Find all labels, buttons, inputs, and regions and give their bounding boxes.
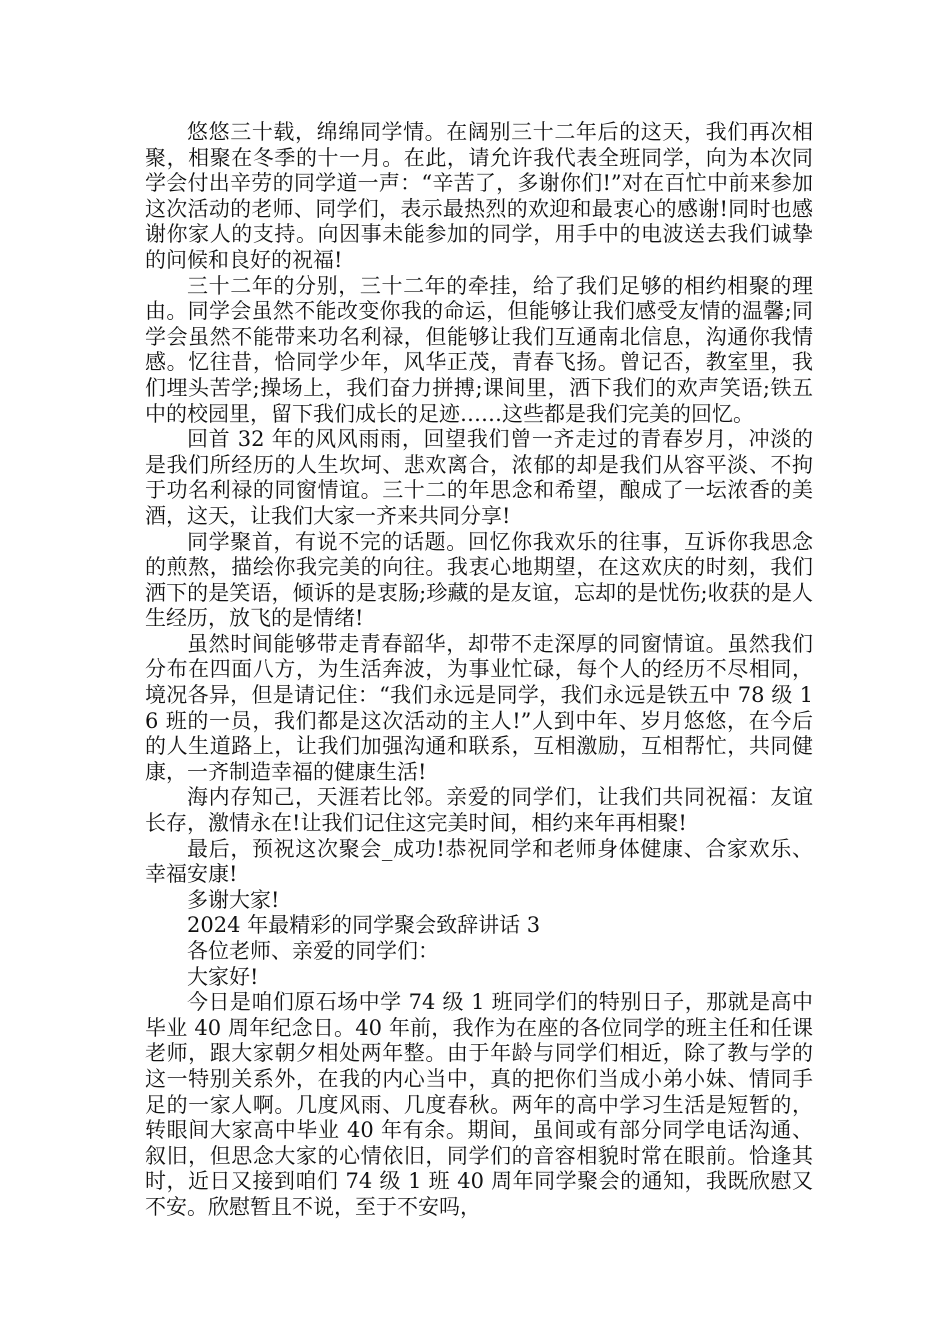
- speech-title: 2024 年最精彩的同学聚会致辞讲话 3: [187, 913, 541, 938]
- paragraph-7: 最后，预祝这次聚会_成功!恭祝同学和老师身体健康、合家欢乐、幸福安康!: [145, 836, 813, 887]
- greeting: 大家好!: [187, 964, 259, 989]
- paragraph-8: 今日是咱们原石场中学 74 级 1 班同学们的特别日子，那就是高中毕业 40 周年纪念日。40 年前，我作为在座的各位同学的班主任和任课老师，跟大家朝夕相处两年整。由于年龄与同学们相近，除了教与学的这一特别关系外，在我的内心当中，真的把你们当成小弟小妹、情同手足的一家人啊。几度风雨、几度春秋。两年的高中学习生活是短暂的，转眼间大家高中毕业 40 年有余。期间，虽间或有部分同学电话沟通、叙旧，但思念大家的心情依旧，同学们的音容相貌时常在眼前。恰逢其时，近日又接到咱们 74 级 1 班 40 周年同学聚会的通知，我既欣慰又不安。欣慰暂且不说，至于不安吗，: [145, 990, 813, 1219]
- salutation: 各位老师、亲爱的同学们：: [187, 939, 439, 963]
- thanks-line: 多谢大家!: [187, 887, 280, 912]
- paragraph-1: 悠悠三十载，绵绵同学情。在阔别三十二年后的这天，我们再次相聚，相聚在冬季的十一月。在此，请允许我代表全班同学，向为本次同学会付出辛劳的同学道一声：“辛苦了，多谢你们!”对在百忙中前来参加这次活动的老师、同学们，表示最热烈的欢迎和最衷心的感谢!同时也感谢你家人的支持。向因事未能参加的同学，用手中的电波送去我们诚挚的问候和良好的祝福!: [145, 120, 813, 272]
- document-body: [145, 120, 813, 1221]
- paragraph-5: 虽然时间能够带走青春韶华，却带不走深厚的同窗情谊。虽然我们分布在四面八方，为生活奔波，为事业忙碌，每个人的经历不尽相同，境况各异，但是请记住：“我们永远是同学，我们永远是铁五中 78 级 16 班的一员，我们都是这次活动的主人!”人到中年、岁月悠悠，在今后的人生道路上，让我们加强沟通和联系，互相激励，互相帮忙，共同健康，一齐制造幸福的健康生活!: [145, 631, 813, 784]
- paragraph-6: 海内存知己，天涯若比邻。亲爱的同学们，让我们共同祝福：友谊长存，激情永在!让我们记住这完美时间，相约来年再相聚!: [145, 785, 813, 836]
- paragraph-4: 同学聚首，有说不完的话题。回忆你我欢乐的往事，互诉你我思念的煎熬，描绘你我完美的向往。我衷心地期望，在这欢庆的时刻，我们洒下的是笑语，倾诉的是衷肠;珍藏的是友谊，忘却的是忧伤;收获的是人生经历，放飞的是情绪!: [145, 529, 813, 631]
- paragraph-2: 三十二年的分别，三十二年的牵挂，给了我们足够的相约相聚的理由。同学会虽然不能改变你我的命运，但能够让我们感受友情的温馨;同学会虽然不能带来功名利禄，但能够让我们互通南北信息，沟通你我情感。忆往昔，恰同学少年，风华正茂，青春飞扬。曾记否，教室里，我们埋头苦学;操场上，我们奋力拼搏;课间里，洒下我们的欢声笑语;铁五中的校园里，留下我们成长的足迹……这些都是我们完美的回忆。: [145, 273, 813, 426]
- paragraph-3: 回首 32 年的风风雨雨，回望我们曾一齐走过的青春岁月，冲淡的是我们所经历的人生坎坷、悲欢离合，浓郁的却是我们从容平淡、不拘于功名利禄的同窗情谊。三十二的年思念和希望，酿成了一坛浓香的美酒，这天，让我们大家一齐来共同分享!: [145, 427, 813, 528]
